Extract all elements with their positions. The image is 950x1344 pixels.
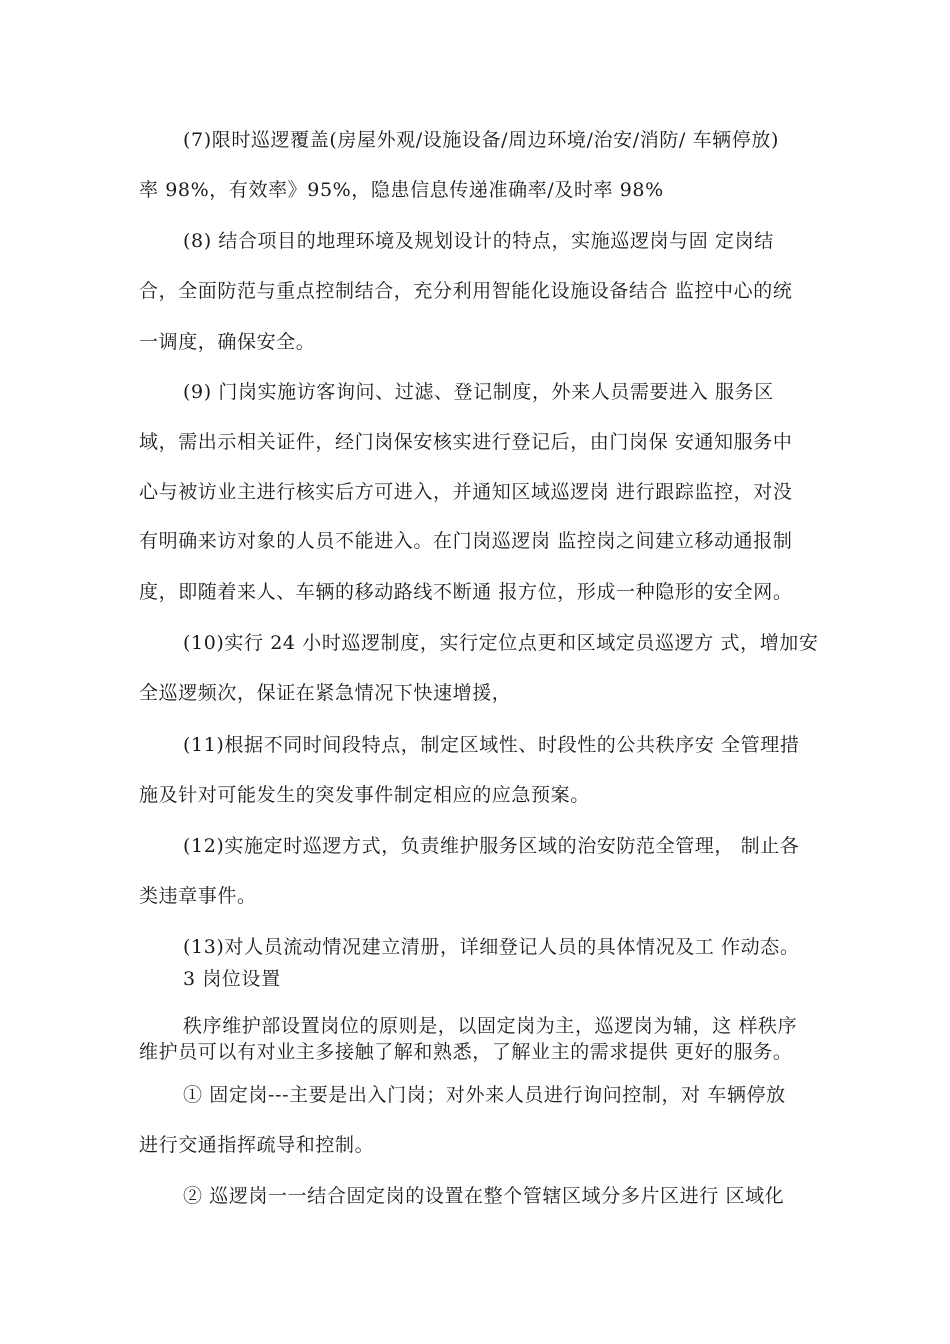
paragraph-13-line-1: (13)对人员流动情况建立清册，详细登记人员的具体情况及工 作动态。 <box>183 936 800 958</box>
paragraph-9-line-5: 度，即随着来人、车辆的移动路线不断通 报方位，形成一种隐形的安全网。 <box>139 581 793 603</box>
paragraph-11-line-1: (11)根据不同时间段特点，制定区域性、时段性的公共秩序安 全管理措 <box>183 734 800 756</box>
paragraph-8-line-3: 一调度，确保安全。 <box>139 331 316 353</box>
paragraph-9-line-3: 心与被访业主进行核实后方可进入，并通知区域巡逻岗 进行跟踪监控，对没 <box>139 481 793 503</box>
fixed-post-line-2: 进行交通指挥疏导和控制。 <box>139 1134 375 1156</box>
paragraph-9-line-2: 域，需出示相关证件，经门岗保安核实进行登记后，由门岗保 安通知服务中 <box>139 431 793 453</box>
principle-line-1: 秩序维护部设置岗位的原则是，以固定岗为主，巡逻岗为辅，这 样秩序 <box>183 1015 798 1037</box>
paragraph-9-line-4: 有明确来访对象的人员不能进入。在门岗巡逻岗 监控岗之间建立移动通报制 <box>139 530 793 552</box>
patrol-post-line-1: ② 巡逻岗一一结合固定岗的设置在整个管辖区域分多片区进行 区域化 <box>183 1185 785 1207</box>
paragraph-10-line-1: (10)实行 24 小时巡逻制度，实行定位点更和区域定员巡逻方 式，增加安 <box>183 632 819 654</box>
paragraph-7-line-1: (7)限时巡逻覆盖(房屋外观/设施设备/周边环境/治安/消防/ 车辆停放) <box>183 129 779 151</box>
section-heading-3: 3 岗位设置 <box>183 968 281 990</box>
paragraph-12-line-1: (12)实施定时巡逻方式，负责维护服务区域的治安防范全管理， 制止各 <box>183 835 800 857</box>
principle-line-2: 维护员可以有对业主多接触了解和熟悉，了解业主的需求提供 更好的服务。 <box>139 1041 793 1063</box>
paragraph-7-line-2: 率 98%，有效率》95%，隐患信息传递准确率/及时率 98% <box>139 179 664 201</box>
paragraph-12-line-2: 类违章事件。 <box>139 885 257 907</box>
paragraph-8-line-1: (8) 结合项目的地理环境及规划设计的特点，实施巡逻岗与固 定岗结 <box>183 230 774 252</box>
paragraph-8-line-2: 合，全面防范与重点控制结合，充分利用智能化设施设备结合 监控中心的统 <box>139 280 793 302</box>
paragraph-11-line-2: 施及针对可能发生的突发事件制定相应的应急预案。 <box>139 784 590 806</box>
paragraph-10-line-2: 全巡逻频次，保证在紧急情况下快速增援， <box>139 682 512 704</box>
paragraph-9-line-1: (9) 门岗实施访客询问、过滤、登记制度，外来人员需要进入 服务区 <box>183 381 774 403</box>
fixed-post-line-1: ① 固定岗---主要是出入门岗；对外来人员进行询问控制，对 车辆停放 <box>183 1084 786 1106</box>
